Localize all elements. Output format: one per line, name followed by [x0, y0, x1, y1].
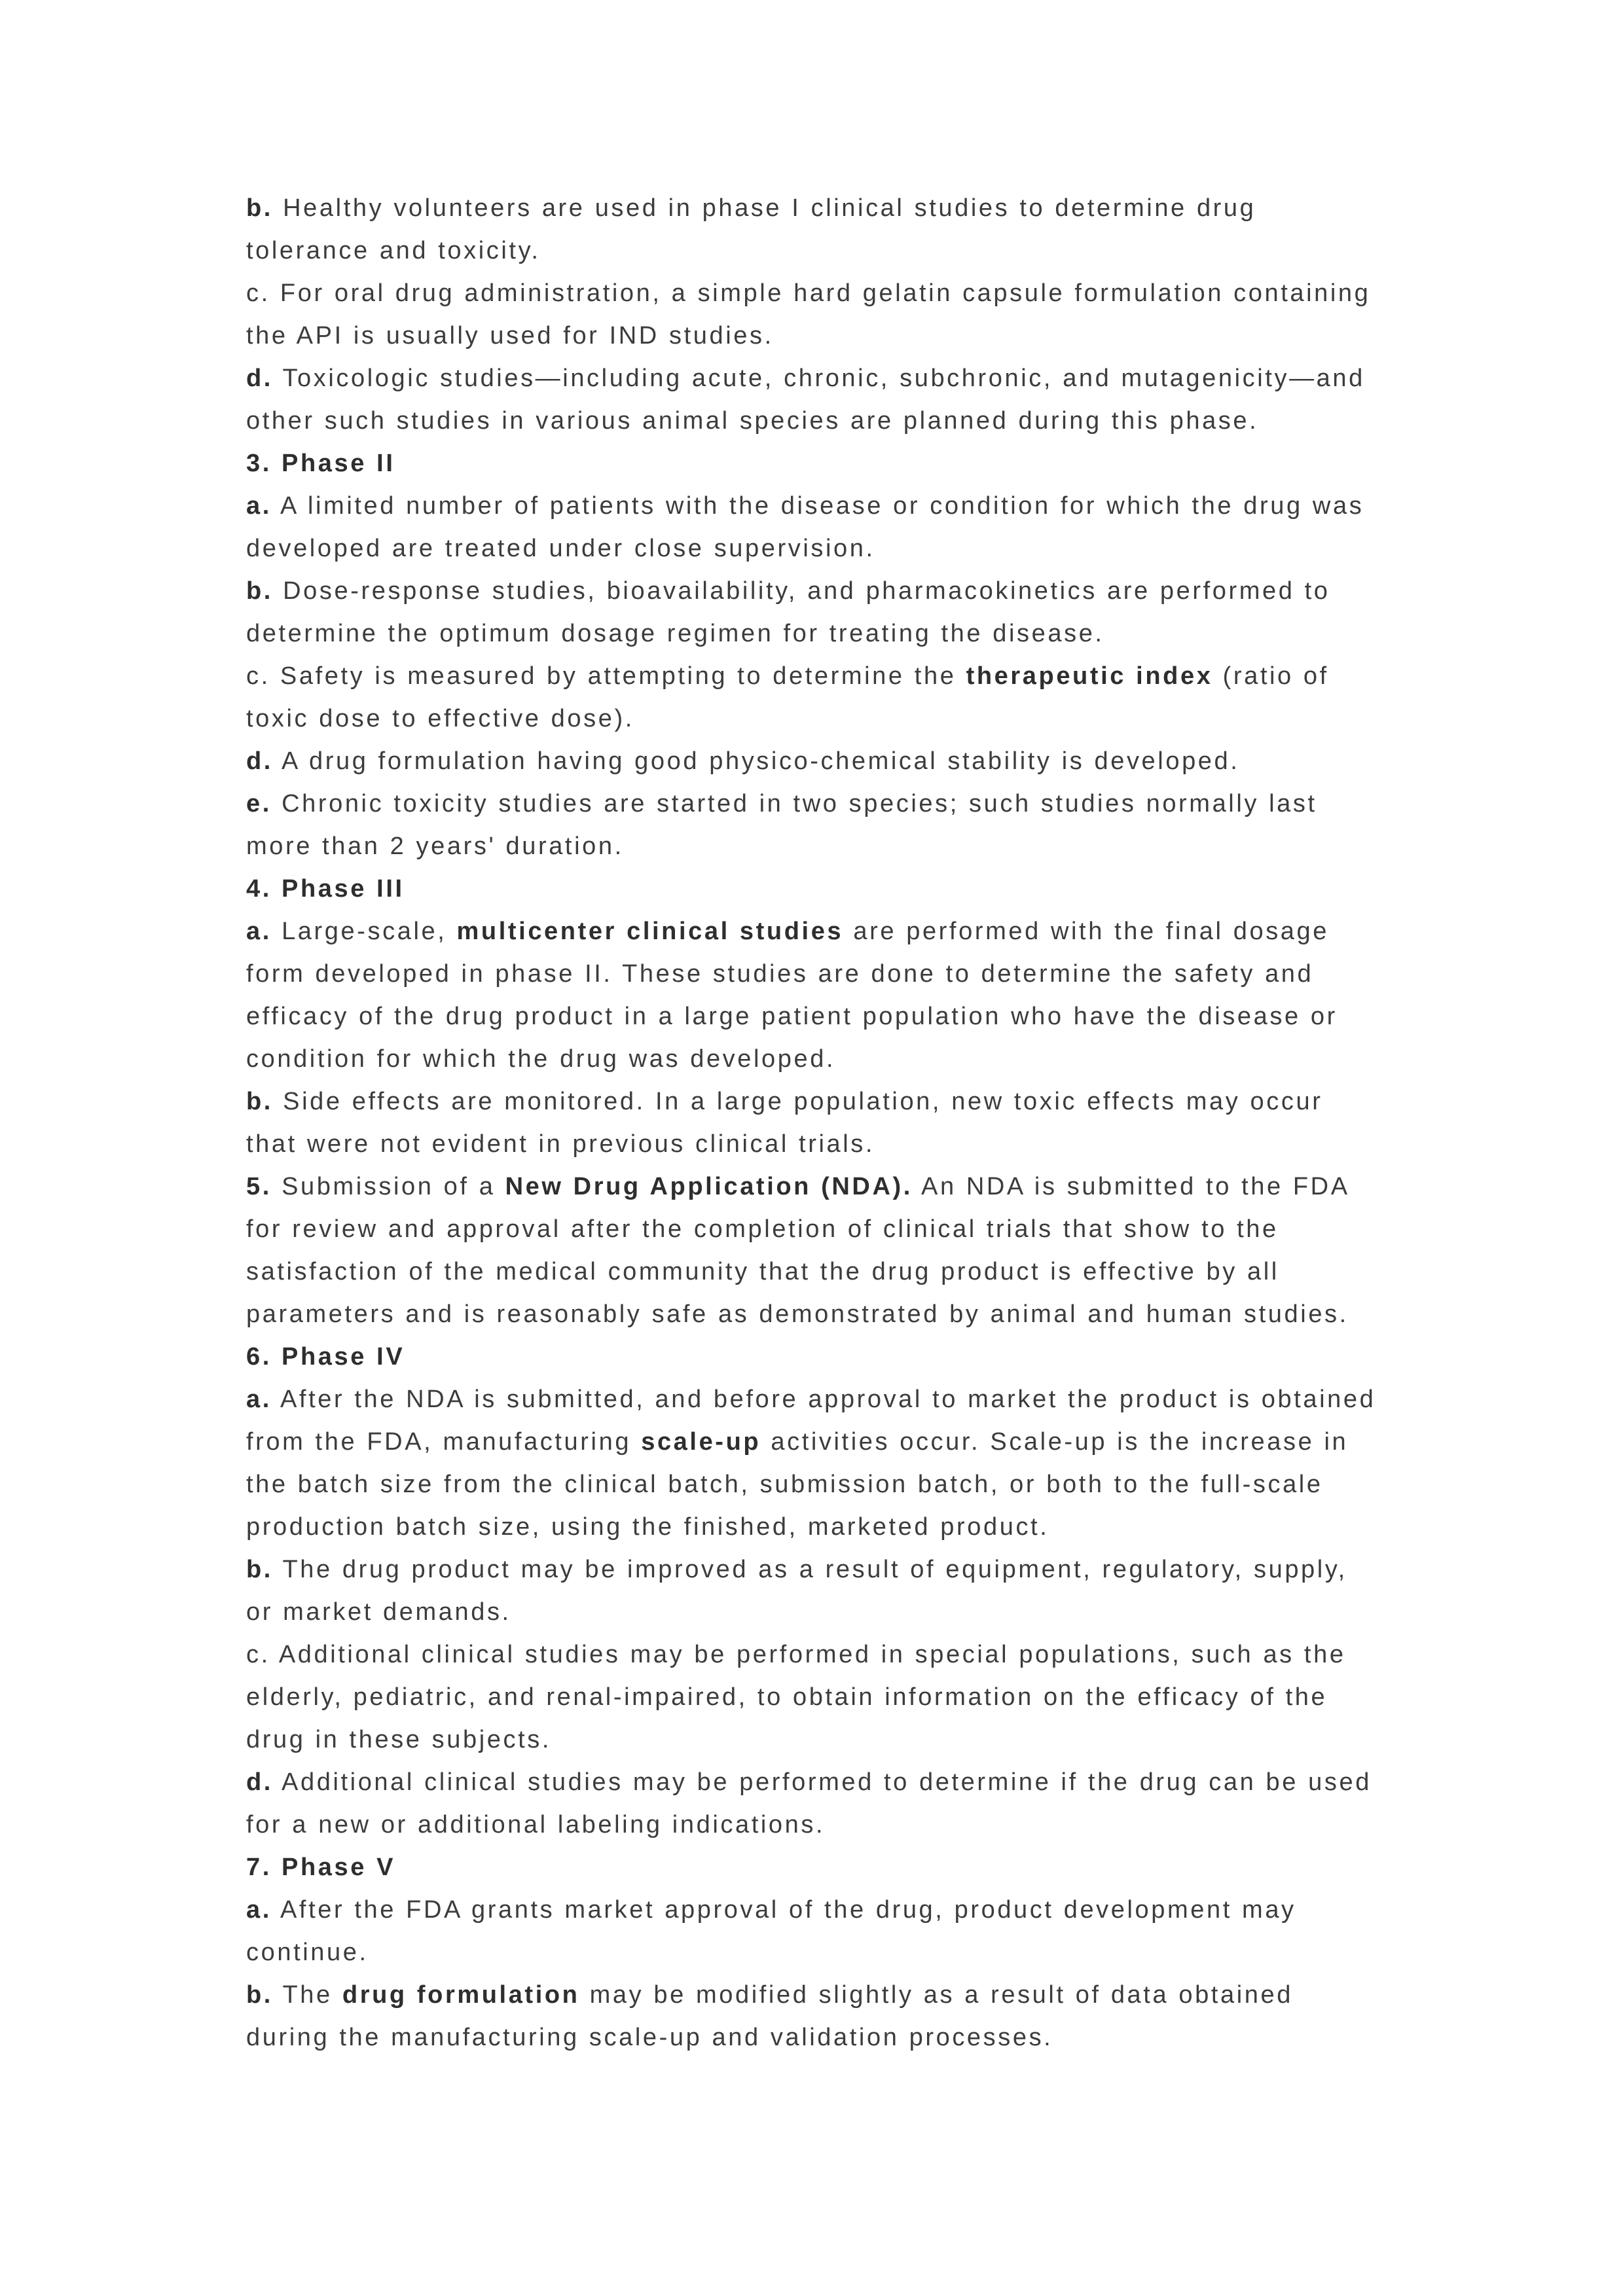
text-line [246, 1761, 1398, 1804]
body-text: c. For oral drug administration, a simple hard gelatin capsule formulation containing [246, 279, 1371, 307]
text-line [246, 528, 1398, 570]
body-text: Large-scale, [271, 918, 457, 945]
body-text: The drug product may be improved as a result of equipment, regulatory, supply, [272, 1556, 1347, 1583]
body-text: condition for which the drug was developed. [246, 1045, 836, 1073]
text-line [246, 1506, 1398, 1549]
document-body [246, 187, 1398, 2059]
body-text: form developed in phase II. These studies are done to determine the safety and [246, 960, 1314, 988]
text-line [246, 825, 1398, 868]
text-line [246, 230, 1398, 272]
body-text: Side effects are monitored. In a large population, new toxic effects may occur [272, 1088, 1323, 1115]
text-line [246, 1931, 1398, 1974]
body-text: elderly, pediatric, and renal-impaired, to obtain information on the efficacy of the [246, 1683, 1328, 1711]
body-text: the batch size from the clinical batch, submission batch, or both to the full-scale [246, 1471, 1323, 1498]
bold-text: 6. Phase IV [246, 1343, 405, 1371]
body-text: the API is usually used for IND studies. [246, 322, 774, 350]
body-text: (ratio of [1213, 662, 1329, 690]
text-line [246, 868, 1398, 910]
body-text: tolerance and toxicity. [246, 237, 541, 264]
bold-text: d. [246, 365, 273, 392]
text-line [246, 315, 1398, 357]
bold-text: 3. Phase II [246, 450, 395, 477]
bold-text: a. [246, 918, 272, 945]
body-text: c. Safety is measured by attempting to determine the [246, 662, 966, 690]
body-text: continue. [246, 1939, 369, 1966]
text-line [246, 1591, 1398, 1634]
text-line [246, 1463, 1398, 1506]
body-text: A limited number of patients with the disease or condition for which the drug was [271, 492, 1364, 520]
text-line [246, 1549, 1398, 1591]
text-line [246, 1336, 1398, 1378]
body-text: After the FDA grants market approval of the drug, product development may [271, 1896, 1296, 1924]
bold-text: drug formulation [342, 1981, 580, 2009]
text-line [246, 1804, 1398, 1846]
body-text: from the FDA, manufacturing [246, 1428, 642, 1456]
bold-text: 7. Phase V [246, 1854, 396, 1881]
text-line [246, 187, 1398, 230]
body-text: A drug formulation having good physico-chemical stability is developed. [272, 747, 1240, 775]
text-line [246, 570, 1398, 613]
text-line [246, 1634, 1398, 1676]
body-text: activities occur. Scale-up is the increase in [761, 1428, 1349, 1456]
bold-text: therapeutic index [966, 662, 1213, 690]
bold-text: b. [246, 577, 273, 605]
body-text: toxic dose to effective dose). [246, 705, 634, 732]
body-text: more than 2 years' duration. [246, 833, 624, 860]
text-line [246, 613, 1398, 655]
text-line [246, 1293, 1398, 1336]
body-text: may be modified slightly as a result of data obtained [579, 1981, 1293, 2009]
bold-text: b. [246, 1556, 273, 1583]
text-line [246, 1846, 1398, 1889]
text-line [246, 996, 1398, 1038]
text-line [246, 783, 1398, 825]
bold-text: 4. Phase III [246, 875, 405, 903]
bold-text: multicenter clinical studies [456, 918, 844, 945]
body-text: for a new or additional labeling indications. [246, 1811, 826, 1839]
body-text: for review and approval after the completion of clinical trials that show to the [246, 1215, 1279, 1243]
body-text: Dose-response studies, bioavailability, and pharmacokinetics are performed to [272, 577, 1330, 605]
body-text: Toxicologic studies—including acute, chronic, subchronic, and mutagenicity—and [272, 365, 1365, 392]
body-text: are performed with the final dosage [843, 918, 1330, 945]
text-line [246, 485, 1398, 528]
body-text: other such studies in various animal species are planned during this phase. [246, 407, 1259, 435]
bold-text: a. [246, 492, 272, 520]
bold-text: d. [246, 747, 273, 775]
body-text: developed are treated under close supervision. [246, 535, 875, 562]
body-text: After the NDA is submitted, and before approval to market the product is obtained [271, 1386, 1376, 1413]
text-line [246, 740, 1398, 783]
body-text: during the manufacturing scale-up and validation processes. [246, 2024, 1053, 2051]
text-line [246, 1974, 1398, 2017]
body-text: production batch size, using the finished, marketed product. [246, 1513, 1049, 1541]
text-line [246, 1378, 1398, 1421]
body-text: Submission of a [271, 1173, 505, 1200]
text-line [246, 2017, 1398, 2059]
body-text: determine the optimum dosage regimen for treating the disease. [246, 620, 1104, 647]
text-line [246, 1081, 1398, 1123]
body-text: parameters and is reasonably safe as demonstrated by animal and human studies. [246, 1300, 1349, 1328]
body-text: c. Additional clinical studies may be performed in special populations, such as the [246, 1641, 1346, 1668]
text-line [246, 698, 1398, 740]
text-line [246, 1251, 1398, 1293]
body-text: Healthy volunteers are used in phase I clinical studies to determine drug [272, 194, 1256, 222]
text-line [246, 1166, 1398, 1208]
body-text: efficacy of the drug product in a large patient population who have the disease or [246, 1003, 1338, 1030]
body-text: An NDA is submitted to the FDA [912, 1173, 1350, 1200]
bold-text: a. [246, 1896, 272, 1924]
text-line [246, 910, 1398, 953]
body-text: drug in these subjects. [246, 1726, 552, 1753]
text-line [246, 357, 1398, 400]
bold-text: d. [246, 1768, 273, 1796]
bold-text: a. [246, 1386, 272, 1413]
bold-text: 5. [246, 1173, 272, 1200]
text-line [246, 1889, 1398, 1931]
text-line [246, 442, 1398, 485]
text-line [246, 953, 1398, 996]
text-line [246, 1719, 1398, 1761]
text-line [246, 1208, 1398, 1251]
bold-text: b. [246, 1981, 273, 2009]
bold-text: e. [246, 790, 272, 817]
bold-text: scale-up [641, 1428, 761, 1456]
text-line [246, 272, 1398, 315]
bold-text: b. [246, 194, 273, 222]
body-text: The [272, 1981, 342, 2009]
body-text: Additional clinical studies may be performed to determine if the drug can be used [272, 1768, 1372, 1796]
body-text: that were not evident in previous clinical trials. [246, 1130, 875, 1158]
text-line [246, 655, 1398, 698]
bold-text: b. [246, 1088, 273, 1115]
text-line [246, 400, 1398, 442]
text-line [246, 1123, 1398, 1166]
body-text: or market demands. [246, 1598, 511, 1626]
body-text: satisfaction of the medical community that the drug product is effective by all [246, 1258, 1279, 1285]
text-line [246, 1038, 1398, 1081]
text-line [246, 1421, 1398, 1463]
text-line [246, 1676, 1398, 1719]
bold-text: New Drug Application (NDA). [505, 1173, 913, 1200]
body-text: Chronic toxicity studies are started in two species; such studies normally last [271, 790, 1317, 817]
